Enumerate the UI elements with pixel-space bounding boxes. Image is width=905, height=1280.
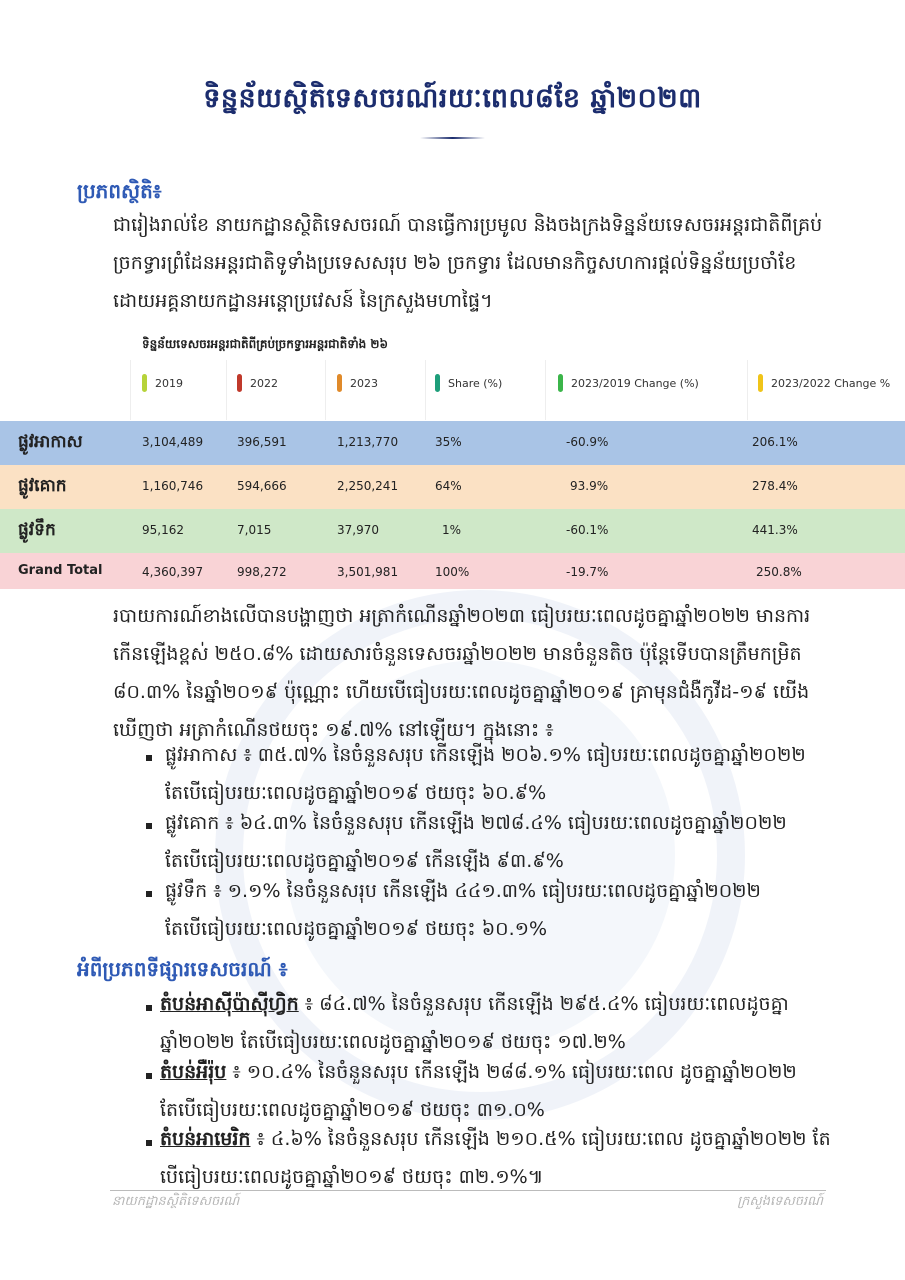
row-label: ផ្លូវទឹក: [18, 520, 56, 540]
footer-divider: [110, 1190, 826, 1191]
divider: [226, 360, 227, 420]
column-header: 2022: [237, 370, 278, 396]
legend-swatch: [435, 374, 440, 392]
table-cell: 998,272: [237, 565, 287, 579]
column-header: 2023: [337, 370, 378, 396]
legend-swatch: [558, 374, 563, 392]
row-label: ផ្លូវគោក: [18, 476, 67, 496]
divider: [325, 360, 326, 420]
table-cell: 35%: [435, 435, 462, 449]
bullet-icon: [146, 823, 152, 829]
column-header: Share (%): [435, 370, 502, 396]
source-paragraph: [113, 206, 873, 320]
table-caption: ទិន្នន័យទេសចរអន្តរជាតិពីគ្រប់ច្រកទ្វារអន្តរជាតិទាំង ២៦: [142, 337, 388, 351]
table-row: [0, 421, 905, 465]
table-cell: 7,015: [237, 523, 272, 537]
legend-swatch: [758, 374, 763, 392]
table-cell: 3,104,489: [142, 435, 204, 449]
table-cell: 2,250,241: [337, 479, 399, 493]
bullet-icon: [146, 891, 152, 897]
section-heading-source: ប្រភពស្ថិតិ៖: [77, 179, 162, 203]
bullet-icon: [146, 1073, 152, 1079]
analysis-paragraph: [113, 597, 833, 749]
column-header: 2019: [142, 370, 183, 396]
table-cell: -60.1%: [566, 523, 609, 537]
divider: [425, 360, 426, 420]
table-cell: 4,360,397: [142, 565, 204, 579]
table-cell: 3,501,981: [337, 565, 399, 579]
paragraph-line: កើនឡើងខ្ពស់ ២៥០.៨% ដោយសារចំនួនទេសចរឆ្នាំ២០២២ មានចំនួនតិច ប៉ុន្តែទើបបានត្រឹមកម្រិត: [113, 643, 802, 665]
table-cell: 1,213,770: [337, 435, 399, 449]
list-item: ផ្លូវអាកាស ៖ ៣៥.៧% នៃចំនួនសរុប កើនឡើង ២០៦.១% ធៀបរយៈពេលដូចគ្នាឆ្នាំ២០២២ តែបើធៀបរយៈពេលដូចគ្នាឆ្នាំ២០១៩ ថយចុះ ៦០.៩%: [165, 744, 806, 804]
table-row: [0, 465, 905, 509]
table-cell: 441.3%: [752, 523, 798, 537]
paragraph-line: ច្រកទ្វារព្រំដែនអន្តរជាតិទូទាំងប្រទេសសរុប ២៦ ច្រកទ្វារ ដែលមានកិច្ចសហការផ្តល់ទិន្នន័យប្រចាំខែ: [113, 252, 797, 274]
footer-ministry: ក្រសួងទេសចរណ៍: [737, 1194, 823, 1209]
bullet-icon: [146, 755, 152, 761]
paragraph-line: ជារៀងរាល់ខែ នាយកដ្ឋានស្ថិតិទេសចរណ៍ បានធ្វើការប្រមូល និងចងក្រងទិន្នន័យទេសចរអន្តរជាតិពីគ្រប់: [113, 214, 823, 236]
page-title: ទិន្នន័យស្ថិតិទេសចរណ៍រយៈពេល៨ខែ ឆ្នាំ២០២៣: [203, 83, 702, 114]
bullet-icon: [146, 1005, 152, 1011]
paragraph-line: ដោយអគ្គនាយកដ្ឋានអន្តោប្រវេសន៍ នៃក្រសួងមហាផ្ទៃ។: [113, 290, 493, 312]
column-header: 2023/2022 Change %: [758, 370, 890, 396]
legend-swatch: [237, 374, 242, 392]
table-cell: 396,591: [237, 435, 287, 449]
section-heading-markets: អំពីប្រភពទីផ្សារទេសចរណ៍ ៖: [77, 957, 288, 981]
table-cell: -19.7%: [566, 565, 609, 579]
table-row-total: [0, 553, 905, 589]
divider: [747, 360, 748, 420]
footer-department: នាយកដ្ឋានស្ថិតិទេសចរណ៍: [112, 1194, 240, 1209]
title-divider: [420, 137, 485, 139]
paragraph-line: របាយការណ៍ខាងលើបានបង្ហាញថា អត្រាកំណើនឆ្នាំ២០២៣ ធៀបរយៈពេលដូចគ្នាឆ្នាំ២០២២ មានការ: [113, 605, 811, 627]
table-cell: 278.4%: [752, 479, 798, 493]
table-cell: 64%: [435, 479, 462, 493]
table-cell: 206.1%: [752, 435, 798, 449]
divider: [130, 360, 131, 420]
list-item: ផ្លូវទឹក ៖ ១.១% នៃចំនួនសរុប កើនឡើង ៤៤១.៣% ធៀបរយៈពេលដូចគ្នាឆ្នាំ២០២២ តែបើធៀបរយៈពេលដូចគ្នាឆ្នាំ២០១៩ ថយចុះ ៦០.១%: [165, 880, 761, 940]
table-cell: 93.9%: [570, 479, 609, 493]
table-cell: 250.8%: [756, 565, 802, 579]
bullet-icon: [146, 1140, 152, 1146]
list-item: តំបន់អាមេរិក ៖ ៤.៦% នៃចំនួនសរុប កើនឡើង ២១០.៥% ធៀបរយៈពេល ដូចគ្នាឆ្នាំ២០២២ តែ បើធៀបរយៈពេលដូចគ្នាឆ្នាំ២០១៩ ថយចុះ ៣២.១%៕: [160, 1128, 831, 1188]
divider: [545, 360, 546, 420]
table-cell: 1,160,746: [142, 479, 204, 493]
table-cell: 1%: [442, 523, 462, 537]
paragraph-line: ៨០.៣% នៃឆ្នាំ២០១៩ ប៉ុណ្ណោះ ហើយបើធៀបរយៈពេលដូចគ្នាឆ្នាំ២០១៩ គ្រាមុនជំងឺកូវីដ-១៩ យើង: [113, 681, 810, 703]
legend-swatch: [142, 374, 147, 392]
legend-swatch: [337, 374, 342, 392]
row-label: ផ្លូវអាកាស: [18, 432, 83, 452]
table-cell: -60.9%: [566, 435, 609, 449]
table-cell: 95,162: [142, 523, 184, 537]
column-header: 2023/2019 Change (%): [558, 370, 699, 396]
table-cell: 594,666: [237, 479, 287, 493]
table-cell: 100%: [435, 565, 470, 579]
table-cell: 37,970: [337, 523, 379, 537]
row-label: Grand Total: [18, 563, 103, 578]
list-item: តំបន់អាស៊ីប៉ាស៊ីហ្វិក ៖ ៨៤.៧% នៃចំនួនសរុប កើនឡើង ២៩៥.៤% ធៀបរយៈពេលដូចគ្នា ឆ្នាំ២០២២ តែបើធៀបរយៈពេលដូចគ្នាឆ្នាំ២០១៩ ថយចុះ ១៧.២%: [160, 993, 789, 1053]
list-item: ផ្លូវគោក ៖ ៦៤.៣% នៃចំនួនសរុប កើនឡើង ២៧៨.៤% ធៀបរយៈពេលដូចគ្នាឆ្នាំ២០២២ តែបើធៀបរយៈពេលដូចគ្នាឆ្នាំ២០១៩ កើនឡើង ៩៣.៩%: [165, 812, 787, 872]
table-row: [0, 509, 905, 553]
paragraph-line: ឃើញថា អត្រាកំណើនថយចុះ ១៩.៧% នៅឡើយ។ ក្នុងនោះ ៖: [113, 719, 554, 741]
list-item: តំបន់អឺរ៉ុប ៖ ១០.៤% នៃចំនួនសរុប កើនឡើង ២៨៨.១% ធៀបរយៈពេល ដូចគ្នាឆ្នាំ២០២២ តែបើធៀបរយៈពេលដូចគ្នាឆ្នាំ២០១៩ ថយចុះ ៣១.០%: [160, 1061, 797, 1121]
